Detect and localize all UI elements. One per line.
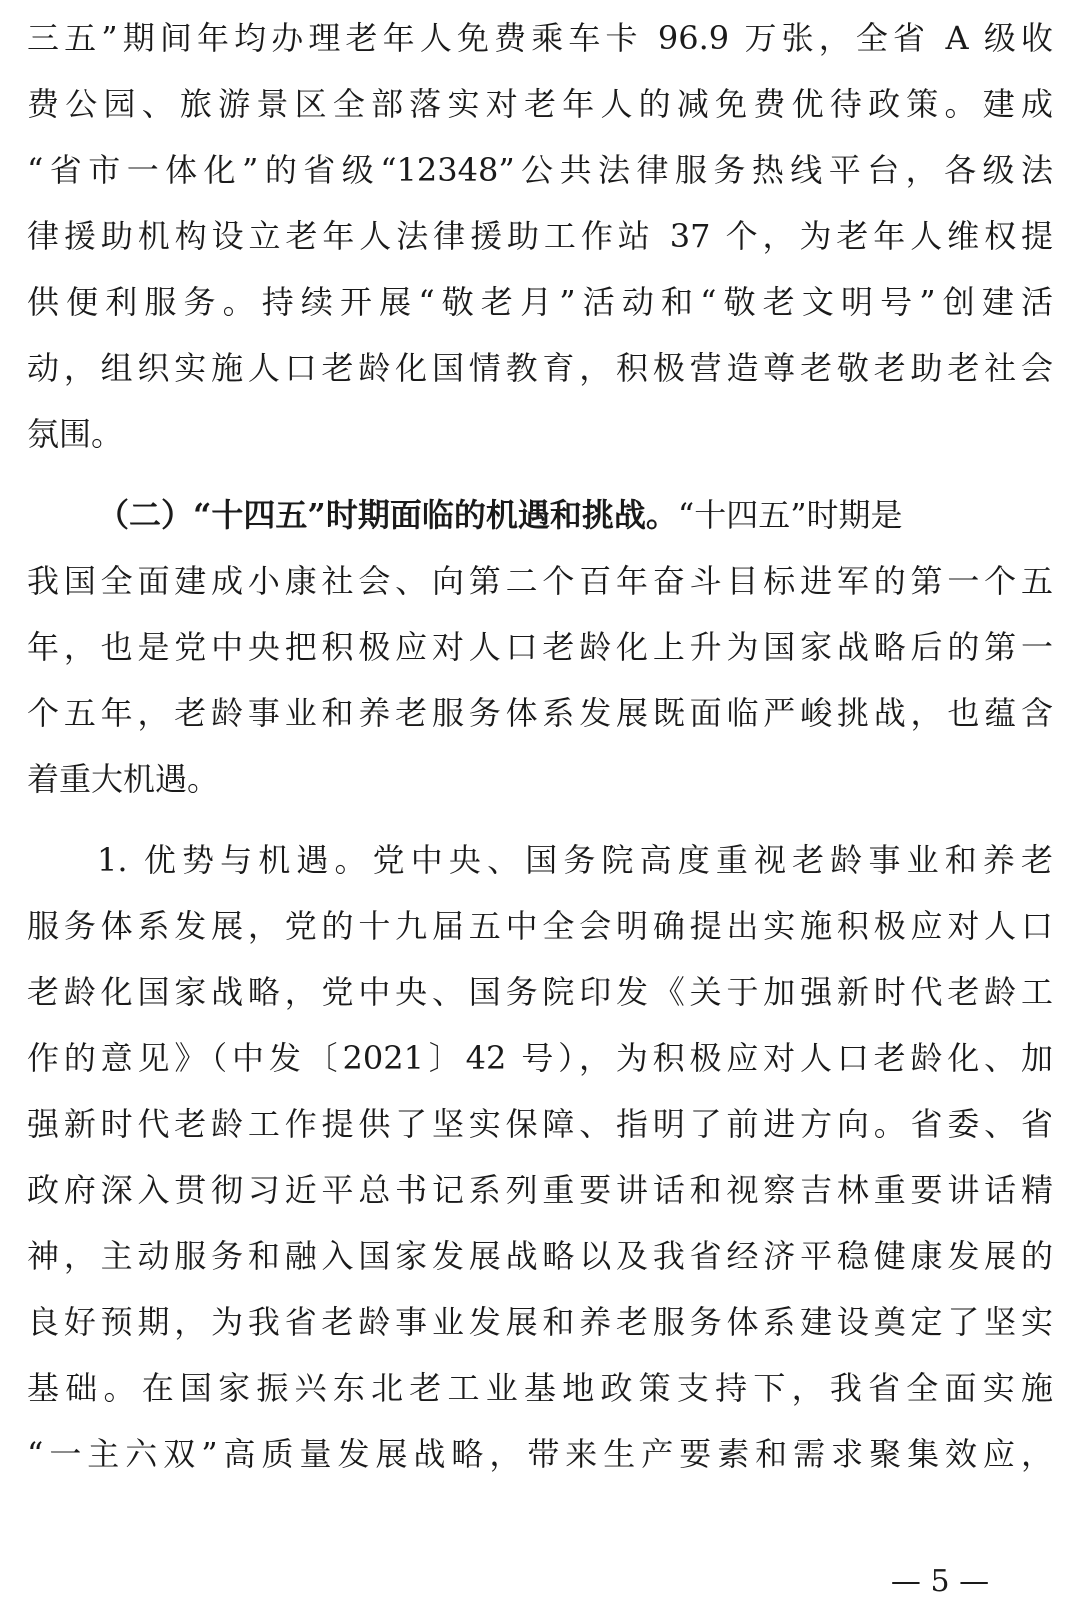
text-line: 着重大机遇。	[27, 760, 220, 798]
text-line: 费公园、旅游景区全部落实对老年人的减免费优待政策。建成	[27, 85, 1053, 123]
text-line: “一主六双”高质量发展战略，带来生产要素和需求聚集效应，	[27, 1435, 1053, 1473]
page-number: — 5 —	[890, 1564, 990, 1599]
text-line: 氛围。	[27, 415, 124, 453]
text-line: 律援助机构设立老年人法律援助工作站 37 个，为老年人维权提	[27, 217, 1053, 255]
text-line: 服务体系发展，党的十九届五中全会明确提出实施积极应对人口	[27, 907, 1053, 945]
section-heading-line	[97, 491, 1053, 539]
text-line: 神，主动服务和融入国家发展战略以及我省经济平稳健康发展的	[27, 1237, 1053, 1275]
text-line: 供便利服务。持续开展“敬老月”活动和“敬老文明号”创建活	[27, 283, 1053, 321]
section-heading: （二）“十四五”时期面临的机遇和挑战。	[97, 496, 678, 534]
text-line: 基础。在国家振兴东北老工业基地政策支持下，我省全面实施	[27, 1369, 1053, 1407]
text-line: 年，也是党中央把积极应对人口老龄化上升为国家战略后的第一	[27, 628, 1053, 666]
text-line: 政府深入贯彻习近平总书记系列重要讲话和视察吉林重要讲话精	[27, 1171, 1053, 1209]
text-line: 我国全面建成小康社会、向第二个百年奋斗目标进军的第一个五	[27, 562, 1053, 600]
text-line: 作的意见》（中发〔2021〕42 号），为积极应对人口老龄化、加	[27, 1039, 1053, 1077]
text-line: 老龄化国家战略，党中央、国务院印发《关于加强新时代老龄工	[27, 973, 1053, 1011]
text-line: 动，组织实施人口老龄化国情教育，积极营造尊老敬老助老社会	[27, 349, 1053, 387]
text-line: 良好预期，为我省老龄事业发展和养老服务体系建设奠定了坚实	[27, 1303, 1053, 1341]
text-line: 1. 优势与机遇。党中央、国务院高度重视老龄事业和养老	[97, 841, 1053, 879]
text-line: 个五年，老龄事业和养老服务体系发展既面临严峻挑战，也蕴含	[27, 694, 1053, 732]
section-heading-continuation: “十四五”时期是	[677, 496, 903, 534]
text-line: 强新时代老龄工作提供了坚实保障、指明了前进方向。省委、省	[27, 1105, 1053, 1143]
text-line: 三五”期间年均办理老年人免费乘车卡 96.9 万张，全省 A 级收	[27, 19, 1053, 57]
text-line: “省市一体化”的省级“12348”公共法律服务热线平台，各级法	[27, 151, 1053, 189]
